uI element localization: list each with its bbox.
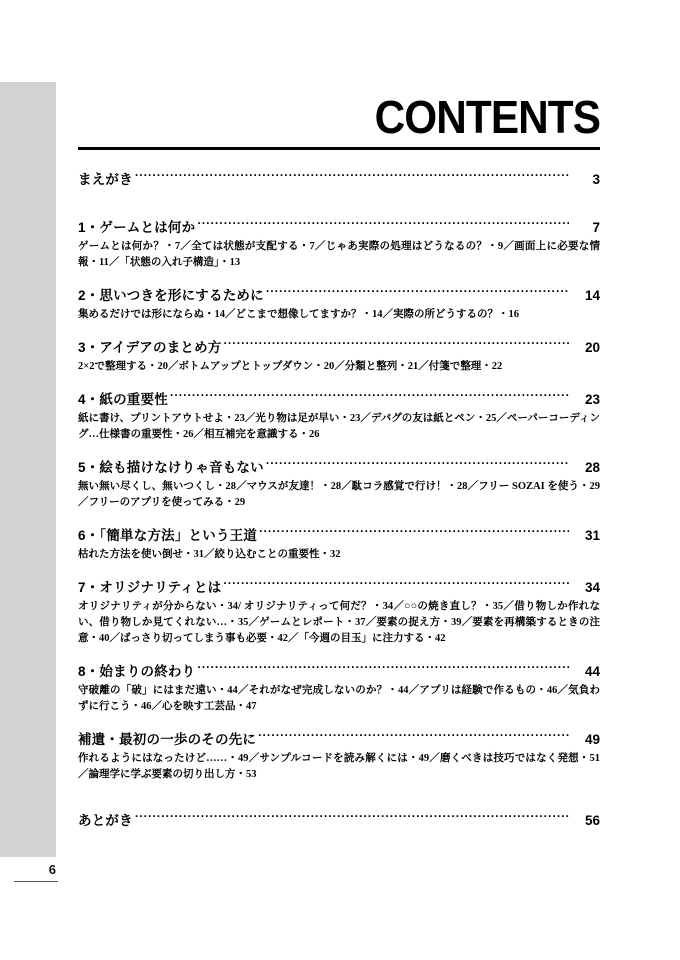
toc-entry[interactable]: [78, 286, 600, 323]
toc-entry-row[interactable]: [78, 218, 600, 238]
toc-entry-row[interactable]: [78, 458, 600, 478]
toc-entry[interactable]: [78, 390, 600, 443]
leader-dots: [266, 458, 569, 472]
title-divider: [78, 147, 600, 150]
toc-entry-label: 2・思いつきを形にするために: [78, 288, 264, 303]
toc-entry-row[interactable]: [78, 811, 600, 831]
toc-entry-label: 4・紙の重要性: [78, 392, 168, 407]
toc-entry-label: 1・ゲームとは何か: [78, 220, 196, 235]
toc-entry[interactable]: [78, 526, 600, 563]
toc-entry[interactable]: [78, 338, 600, 375]
page-edge-band: [0, 82, 56, 857]
toc-entry[interactable]: [78, 458, 600, 511]
toc-entry-label: 8・始まりの終わり: [78, 664, 196, 679]
toc-entry-page-number: 14: [584, 288, 600, 303]
toc-entry-subsections: 守破離の「破」にはまだ遠い・44／それがなぜ完成しないのか？・44／アプリは経験で作るもの・46／気負わずに行こう・46／心を映す工芸品・47: [78, 685, 600, 712]
toc-entry-row[interactable]: [78, 526, 600, 546]
folio: [0, 862, 58, 892]
leader-dots: [259, 526, 569, 540]
toc-entry-row[interactable]: [78, 662, 600, 682]
leader-dots: [266, 286, 569, 300]
toc-entry[interactable]: [78, 811, 600, 831]
leader-dots: [197, 218, 569, 232]
toc-entry-page-number: 34: [584, 580, 600, 595]
toc-entry-row[interactable]: [78, 338, 600, 358]
toc-entry-page-number: 23: [584, 392, 600, 407]
toc-entry-row[interactable]: [78, 730, 600, 750]
toc-entry-subsections: 2×2で整理する・20／ボトムアップとトップダウン・20／分類と整列・21／付箋で整理・22: [78, 361, 503, 372]
toc-entry[interactable]: [78, 662, 600, 715]
toc-entry-subsections: 枯れた方法を使い倒せ・31／絞り込むことの重要性・32: [78, 549, 341, 560]
toc-entry-label: あとがき: [78, 813, 133, 828]
page-number: 6: [48, 862, 56, 877]
toc-entry-page-number: 44: [584, 664, 600, 679]
leader-dots: [258, 730, 569, 744]
toc-entry-label: 3・アイデアのまとめ方: [78, 340, 222, 355]
leader-dots: [197, 662, 569, 676]
toc-entry-subsections: 紙に書け、プリントアウトせよ・23／光り物は足が早い・23／デバグの友は紙とペン・25／ペーパーコーディング…仕様書の重要性・26／相互補完を意識する・26: [78, 413, 600, 440]
toc-entry-label: 補遺・最初の一歩のその先に: [78, 732, 257, 747]
leader-dots: [135, 170, 569, 184]
toc-entry-subsections: オリジナリティが分からない・34/ オリジナリティって何だ？・34／○○の焼き直し？・35／借り物しか作れない、借り物しか見てくれない…・35／ゲームとレポート・37／要素の捉え方・39／要素を再構築するときの注意・40／ばっさり切ってしまう事も必要・42／「今週の目玉」に注力する・42: [78, 601, 600, 644]
toc-entry-page-number: 56: [584, 813, 600, 828]
toc-entry-label: 5・絵も描けなけりゃ音もない: [78, 460, 264, 475]
toc-entry-subsections: 無い無い尽くし、無いつくし・28／マウスが友達！・28／駄コラ感覚で行け！・28／フリー SOZAI を使う・29／フリーのアプリを使ってみる・29: [78, 481, 600, 508]
page-title: CONTENTS: [374, 91, 600, 143]
toc-entry-row[interactable]: [78, 286, 600, 306]
toc-entry[interactable]: [78, 170, 600, 190]
toc-entry-page-number: 49: [584, 732, 600, 747]
toc-entry-subsections: 集めるだけでは形にならぬ・14／どこまで想像してますか？・14／実際の所どうするの？・16: [78, 309, 519, 320]
toc-entry[interactable]: [78, 218, 600, 271]
folio-rule: [14, 881, 58, 882]
leader-dots: [135, 811, 569, 825]
table-of-contents: [78, 170, 600, 831]
toc-entry-row[interactable]: [78, 578, 600, 598]
leader-dots: [224, 338, 570, 352]
toc-entry-page-number: 3: [592, 172, 600, 187]
toc-entry-page-number: 28: [584, 460, 600, 475]
leader-dots: [223, 578, 569, 592]
toc-entry-label: まえがき: [78, 172, 133, 187]
toc-entry[interactable]: [78, 730, 600, 783]
toc-entry-row[interactable]: [78, 170, 600, 190]
toc-entry-label: 6・「簡単な方法」という王道: [78, 528, 258, 543]
toc-entry-page-number: 20: [584, 340, 600, 355]
toc-entry-page-number: 31: [584, 528, 600, 543]
toc-entry-subsections: 作れるようにはなったけど……・49／サンプルコードを読み解くには・49／磨くべきは技巧ではなく発想・51／論理学に学ぶ要素の切り出し方・53: [78, 753, 600, 780]
toc-entry-row[interactable]: [78, 390, 600, 410]
toc-entry[interactable]: [78, 578, 600, 647]
toc-entry-subsections: ゲームとは何か？・7／全ては状態が支配する・7／じゃあ実際の処理はどうなるの？・9／画面上に必要な情報・11／「状態の入れ子構造」・13: [78, 241, 600, 268]
leader-dots: [170, 390, 569, 404]
toc-entry-label: 7・オリジナリティとは: [78, 580, 222, 595]
toc-entry-page-number: 7: [592, 220, 600, 235]
